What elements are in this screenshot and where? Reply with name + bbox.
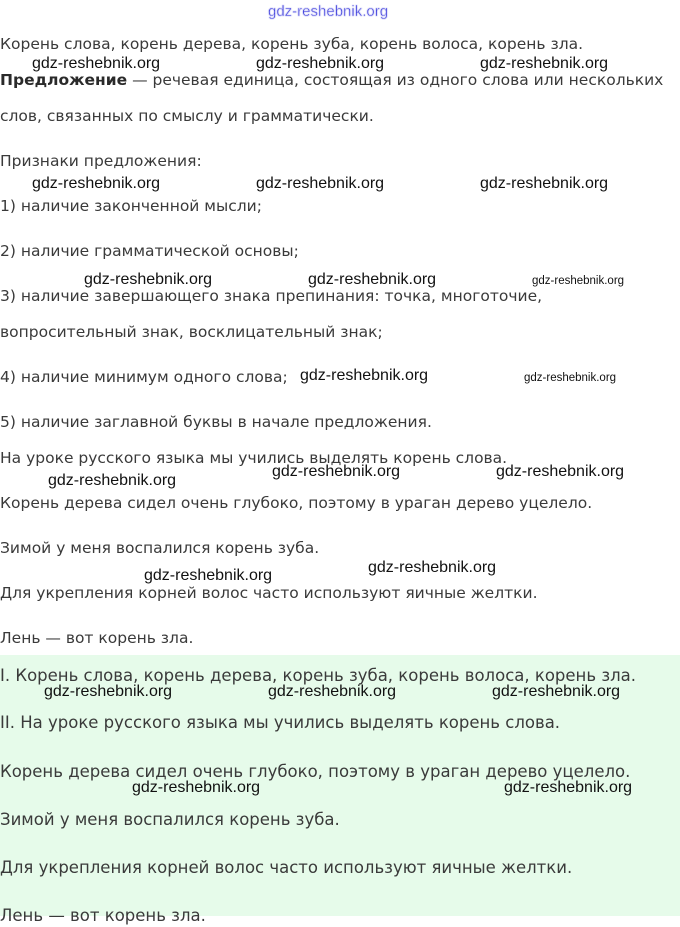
definition-line-continued: слов, связанных по смыслу и грамматически.	[0, 107, 374, 125]
watermark: gdz-reshebnik.org	[496, 463, 625, 480]
features-heading: Признаки предложения:	[0, 152, 202, 170]
watermark: gdz-reshebnik.org	[532, 275, 625, 287]
answer-line-1: I. Корень слова, корень дерева, корень зуба, корень волоса, корень зла.	[0, 666, 636, 685]
answer-line-2: II. На уроке русского языка мы учились выделять корень слова.	[0, 713, 561, 732]
watermark: gdz-reshebnik.org	[368, 559, 497, 576]
feature-item-1: 1) наличие законченной мысли;	[0, 197, 262, 215]
watermark: gdz-reshebnik.org	[492, 683, 621, 700]
watermark: gdz-reshebnik.org	[308, 271, 437, 288]
watermark: gdz-reshebnik.org	[256, 175, 385, 192]
sentence-3: Зимой у меня воспалился корень зуба.	[0, 539, 320, 557]
watermark: gdz-reshebnik.org	[32, 175, 161, 192]
watermark: gdz-reshebnik.org	[300, 367, 429, 384]
sentence-1: На уроке русского языка мы учились выделять корень слова.	[0, 449, 508, 467]
watermark: gdz-reshebnik.org	[48, 472, 177, 489]
feature-item-3: 3) наличие завершающего знака препинания: точка, многоточие,	[0, 287, 543, 305]
watermark: gdz-reshebnik.org	[272, 463, 401, 480]
feature-item-2: 2) наличие грамматической основы;	[0, 242, 299, 260]
definition-term: Предложение	[0, 71, 128, 89]
feature-item-4: 4) наличие минимум одного слова;	[0, 368, 288, 386]
watermark: gdz-reshebnik.org	[256, 55, 385, 72]
sentence-2: Корень дерева сидел очень глубоко, поэтому в ураган дерево уцелело.	[0, 494, 593, 512]
answer-line-4: Зимой у меня воспалился корень зуба.	[0, 810, 340, 829]
header-watermark[interactable]: gdz-reshebnik.org	[268, 3, 389, 20]
sentence-5: Лень — вот корень зла.	[0, 629, 194, 647]
watermark: gdz-reshebnik.org	[504, 779, 633, 796]
answer-line-5: Для укрепления корней волос часто используют яичные желтки.	[0, 858, 573, 877]
watermark: gdz-reshebnik.org	[132, 779, 261, 796]
definition-text: — речевая единица, состоящая из одного слова или нескольких	[132, 71, 664, 89]
sentence-4: Для укрепления корней волос часто используют яичные желтки.	[0, 584, 538, 602]
feature-item-3-continued: вопросительный знак, восклицательный знак;	[0, 323, 383, 341]
watermark: gdz-reshebnik.org	[524, 372, 617, 384]
watermark: gdz-reshebnik.org	[84, 271, 213, 288]
watermark: gdz-reshebnik.org	[144, 567, 273, 584]
watermark: gdz-reshebnik.org	[268, 683, 397, 700]
watermark: gdz-reshebnik.org	[32, 55, 161, 72]
feature-item-5: 5) наличие заглавной буквы в начале предложения.	[0, 413, 432, 431]
watermark: gdz-reshebnik.org	[480, 175, 609, 192]
watermark: gdz-reshebnik.org	[480, 55, 609, 72]
watermark: gdz-reshebnik.org	[44, 683, 173, 700]
answer-line-6: Лень — вот корень зла.	[0, 906, 206, 925]
answer-line-3: Корень дерева сидел очень глубоко, поэтому в ураган дерево уцелело.	[0, 762, 631, 781]
definition-line	[0, 70, 663, 90]
word-combinations-line: Корень слова, корень дерева, корень зуба, корень волоса, корень зла.	[0, 35, 584, 53]
